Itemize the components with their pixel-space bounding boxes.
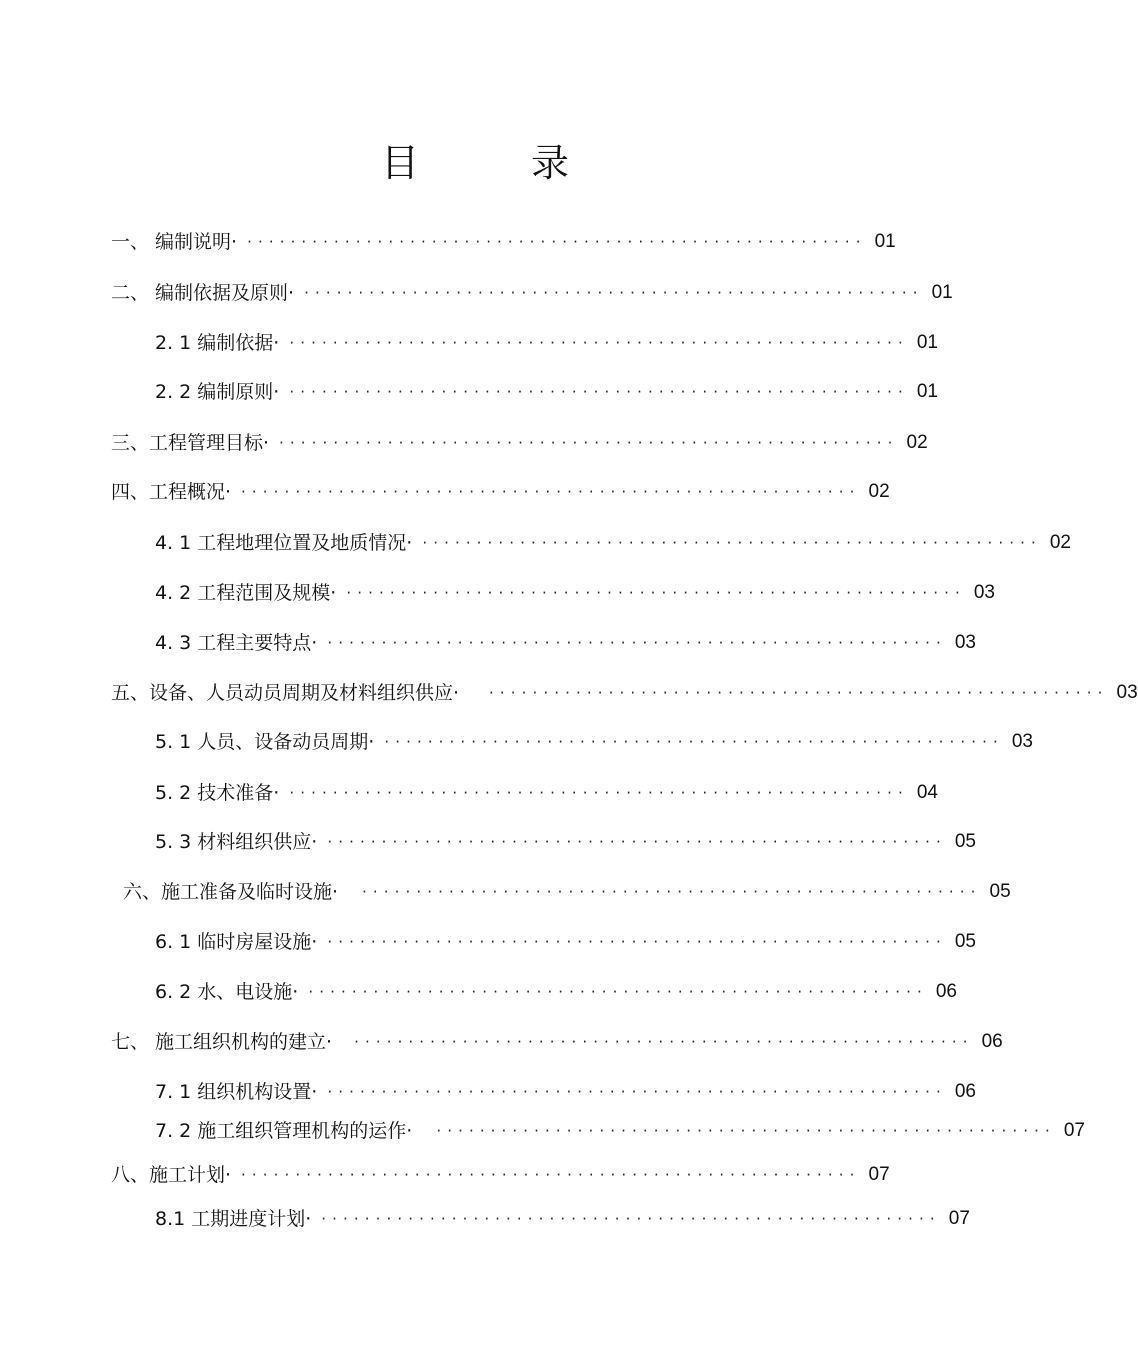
- toc-entry-label: 2. 2 编制原则·: [155, 381, 280, 403]
- toc-leader-dots: ·························································: [354, 1033, 974, 1051]
- toc-entry-label: 三、工程管理目标·: [111, 432, 270, 454]
- toc-leader-dots: ·························································: [327, 833, 947, 851]
- toc-leader-dots: ·························································: [308, 983, 928, 1001]
- toc-leader-dots: ·························································: [362, 883, 982, 901]
- toc-leader-dots: ·························································: [327, 634, 947, 652]
- toc-entry-label: 5. 3 材料组织供应·: [155, 831, 318, 853]
- toc-entry: [155, 330, 938, 356]
- toc-page-number: 03: [1116, 682, 1138, 703]
- page-title: [0, 132, 950, 187]
- toc-leader-dots: ·························································: [384, 733, 1004, 751]
- toc-page-number: 05: [954, 831, 976, 852]
- toc-page-number: 07: [868, 1164, 890, 1185]
- toc-page-number: 03: [973, 582, 995, 603]
- title-char-1: 目: [380, 141, 419, 185]
- toc-leader-dots: ·························································: [489, 684, 1109, 702]
- toc-entry: [111, 280, 953, 306]
- toc-entry-label: 8.1 工期进度计划·: [155, 1208, 312, 1230]
- toc-page-number: 01: [916, 332, 938, 353]
- toc-page-number: 02: [1049, 532, 1071, 553]
- toc-leader-dots: ·························································: [289, 334, 909, 352]
- toc-page-number: 01: [874, 231, 896, 252]
- toc-entry: [155, 829, 976, 855]
- toc-entry-label: 7. 1 组织机构设置·: [155, 1081, 318, 1103]
- toc-page-number: 06: [935, 981, 957, 1002]
- toc-entry: [155, 1079, 976, 1105]
- toc-entry-label: 2. 1 编制依据·: [155, 332, 280, 354]
- toc-page-number: 03: [954, 632, 976, 653]
- toc-entry-label: 七、 施工组织机构的建立·: [111, 1031, 333, 1053]
- toc-leader-dots: ·························································: [247, 233, 867, 251]
- toc-entry-label: 5. 1 人员、设备动员周期·: [155, 731, 375, 753]
- toc-leader-dots: ·························································: [327, 933, 947, 951]
- toc-entry-label: 4. 1 工程地理位置及地质情况·: [155, 532, 413, 554]
- title-char-2: 录: [531, 141, 570, 185]
- toc-leader-dots: ·························································: [304, 284, 924, 302]
- toc-entry: [155, 530, 1071, 556]
- toc-entry: [111, 1162, 890, 1188]
- toc-entry-label: 八、施工计划·: [111, 1164, 232, 1186]
- toc-leader-dots: ·························································: [422, 534, 1042, 552]
- toc-leader-dots: ·························································: [289, 383, 909, 401]
- toc-entry: [155, 979, 957, 1005]
- toc-entry: [155, 929, 976, 955]
- toc-entry-label: 六、施工准备及临时设施·: [123, 881, 339, 903]
- toc-entry: [155, 630, 976, 656]
- toc-entry-label: 7. 2 施工组织管理机构的运作·: [155, 1120, 413, 1142]
- toc-entry: [155, 729, 1033, 755]
- toc-entry: [155, 580, 995, 606]
- toc-leader-dots: ·························································: [327, 1083, 947, 1101]
- toc-leader-dots: ·························································: [241, 483, 861, 501]
- toc-entry-label: 二、 编制依据及原则·: [111, 282, 295, 304]
- toc-leader-dots: ·························································: [289, 784, 909, 802]
- toc-entry-label: 五、设备、人员动员周期及材料组织供应·: [111, 682, 460, 704]
- toc-page-number: 07: [948, 1208, 970, 1229]
- toc-page-number: 02: [868, 481, 890, 502]
- toc-entry: [111, 479, 890, 505]
- toc-entry: [111, 229, 896, 255]
- toc-entry-label: 四、工程概况·: [111, 481, 232, 503]
- toc-leader-dots: ·························································: [346, 584, 966, 602]
- toc-entry-label: 6. 1 临时房屋设施·: [155, 931, 318, 953]
- toc-entry: [155, 780, 938, 806]
- toc-leader-dots: ·························································: [279, 434, 899, 452]
- toc-entry-label: 5. 2 技术准备·: [155, 782, 280, 804]
- toc-entry: [111, 1029, 1003, 1055]
- toc-page-number: 06: [954, 1081, 976, 1102]
- toc-entry: [155, 1118, 1085, 1144]
- toc-entry: [155, 379, 938, 405]
- toc-entry-label: 4. 2 工程范围及规模·: [155, 582, 337, 604]
- toc-page-number: 06: [981, 1031, 1003, 1052]
- toc-leader-dots: ·························································: [436, 1122, 1056, 1140]
- toc-entry: [111, 680, 1138, 706]
- toc-entry: [123, 879, 1011, 905]
- toc-entry-label: 6. 2 水、电设施·: [155, 981, 299, 1003]
- toc-entry: [155, 1206, 970, 1232]
- toc-page-number: 01: [916, 381, 938, 402]
- toc-entry: [111, 430, 928, 456]
- toc-page-number: 05: [954, 931, 976, 952]
- toc-page-number: 07: [1063, 1120, 1085, 1141]
- toc-page-number: 01: [931, 282, 953, 303]
- toc-page-number: 04: [916, 782, 938, 803]
- toc-leader-dots: ·························································: [241, 1166, 861, 1184]
- toc-page-number: 02: [906, 432, 928, 453]
- toc-page-number: 03: [1011, 731, 1033, 752]
- toc-entry-label: 4. 3 工程主要特点·: [155, 632, 318, 654]
- toc-entry-label: 一、 编制说明·: [111, 231, 238, 253]
- toc-leader-dots: ·························································: [321, 1210, 941, 1228]
- toc-page-number: 05: [989, 881, 1011, 902]
